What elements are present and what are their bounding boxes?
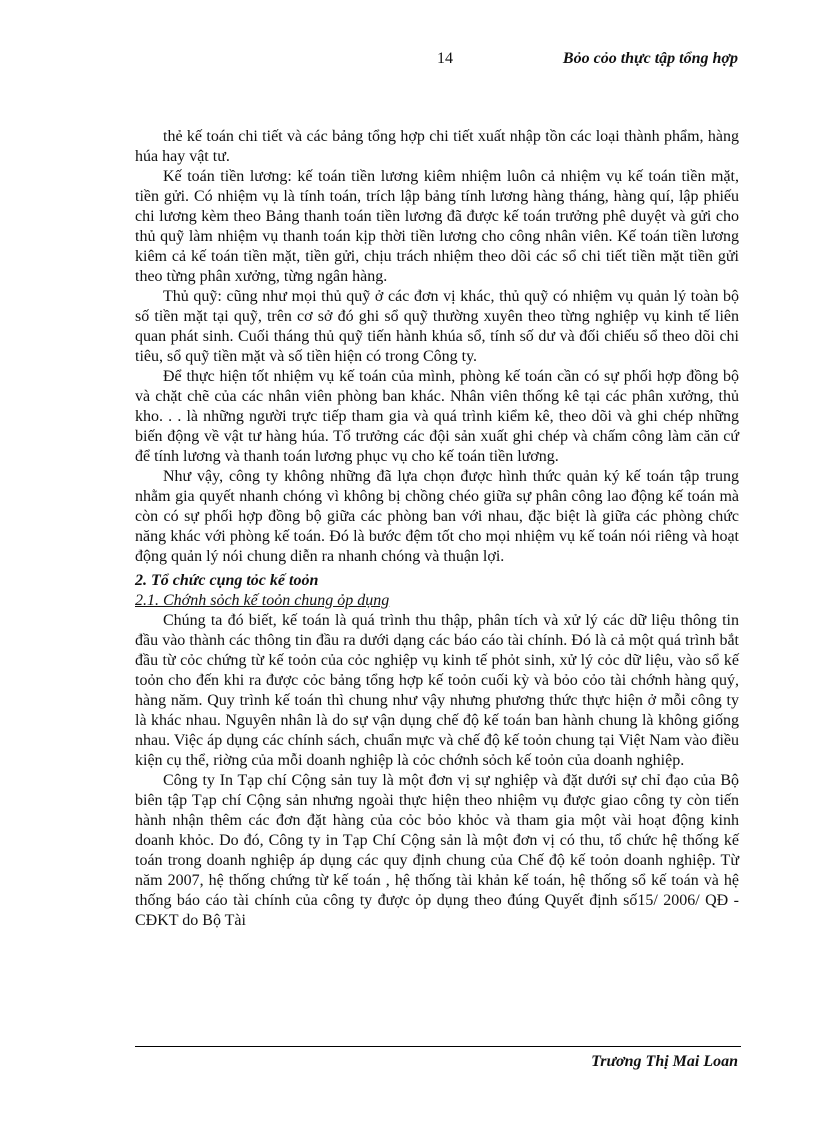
paragraph: Để thực hiện tốt nhiệm vụ kế toán của mình, phòng kế toán cần có sự phối hợp đồng bộ và chặt chẽ của các nhân viên phòng ban khác. Nhân viên thống kê tại các phân xưởng, thủ kho. . . là những người trực tiếp tham gia và quá trình kiểm kê, theo dõi và ghi chép những biến động về vật tư hàng húa. Tổ trưởng các đội sản xuất ghi chép và chấm công làm căn cứ để tính lương và thanh toán lương phục vụ cho kế toán tiền lương.: [135, 368, 739, 465]
paragraph: Chúng ta đó biết, kế toán là quá trình thu thập, phân tích và xử lý các dữ liệu thông tin đầu vào thành các thông tin đầu ra dưới dạng các báo cáo tài chính. Đó là cả một quá trình bắt đầu từ cỏc chứng từ kế toỏn của cỏc nghiệp vụ kinh tế phỏt sinh, xử lý cỏc dữ liệu, vào sổ kế toỏn cho đến khi ra được cỏc bảng tổng hợp kế toỏn cuối kỳ và bỏo cỏo tài chớnh hàng quý, hàng năm. Quy trình kế toán thì chung như vậy nhưng phương thức thực hiện ở mỗi công ty là khác nhau. Nguyên nhân là do sự vận dụng chế độ kế toán ban hành chung là không giống nhau. Việc áp dụng các chính sách, chuẩn mực và chế độ kế toỏn chung tại Việt Nam vào điều kiện cụ thể, riờng của mỗi doanh nghiệp là cỏc chớnh sỏch kế toỏn của doanh nghiệp.: [135, 612, 739, 769]
footer-divider: [135, 1046, 741, 1047]
paragraph: thẻ kế toán chi tiết và các bảng tổng hợp chi tiết xuất nhập tồn các loại thành phẩm, hàng húa hay vật tư.: [135, 128, 739, 165]
paragraph: Như vậy, công ty không những đã lựa chọn được hình thức quản ký kế toán tập trung nhằm gia quyết nhanh chóng vì không bị chồng chéo giữa sự phân công lao động kế toán mà còn có sự phối hợp đồng bộ giữa các phòng ban với nhau, đặc biệt là giữa các phòng chức năng khác với phòng kế toán. Đó là bước đệm tốt cho mọi nhiệm vụ kế toán nói riêng và hoạt động quản lý nói chung diễn ra nhanh chóng và thuận lợi.: [135, 468, 739, 565]
page-number: 14: [437, 50, 453, 67]
document-title: Bỏo cỏo thực tập tổng hợp: [562, 50, 738, 67]
paragraph: Thủ quỹ: cũng như mọi thủ quỹ ở các đơn vị khác, thủ quỹ có nhiệm vụ quản lý toàn bộ số tiền mặt tại quỹ, trên cơ sở đó ghi sổ quỹ thường xuyên theo từng nghiệp vụ kinh tế liên quan phát sinh. Cuối tháng thủ quỹ tiến hành khúa sổ, tính số dư và đối chiếu sổ theo dõi chi tiêu, sổ quỹ tiền mặt và số tiền hiện có trong Công ty.: [135, 288, 739, 365]
subsection-heading: 2.1. Chớnh sỏch kế toỏn chung ỏp dụng: [135, 592, 390, 609]
paragraph: Công ty In Tạp chí Cộng sản tuy là một đơn vị sự nghiệp và đặt dưới sự chỉ đạo của Bộ biên tập Tạp chí Cộng sản nhưng ngoài thực hiện theo nhiệm vụ được giao công ty còn tiến hành nhận thêm các đơn đặt hàng của cỏc bỏo khỏc và tham gia một vài hoạt động kinh doanh khỏc. Do đó, Công ty in Tạp Chí Cộng sản là một đơn vị có thu, tổ chức hệ thống kế toán trong doanh nghiệp áp dụng các quy định chung của Chế độ kế toỏn doanh nghiệp. Từ năm 2007, hệ thống chứng từ kế toán , hệ thống tài khản kế toán, hệ thống sổ kế toán và hệ thống báo cáo tài chính của công ty được ỏp dụng theo đúng Quyết định số15/ 2006/ QĐ - CĐKT do Bộ Tài: [135, 772, 739, 929]
body-text: [135, 127, 739, 931]
author-name: Trương Thị Mai Loan: [591, 1053, 738, 1070]
paragraph: Kế toán tiền lương: kế toán tiền lương kiêm nhiệm luôn cả nhiệm vụ kế toán tiền mặt, tiền gửi. Có nhiệm vụ là tính toán, trích lập bảng tính lương hàng tháng, hàng quí, lập phiếu chi lương kèm theo Bảng thanh toán tiền lương đã được kế toán trưởng phê duyệt và gửi cho thủ quỹ làm nhiệm vụ thanh toán kịp thời tiền lương cho công nhân viên. Kế toán tiền lương kiêm cả kế toán tiền mặt, tiền gửi, chịu trách nhiệm theo dõi các sổ chi tiết tiền mặt tiền gửi theo từng phân xưởng, từng ngân hàng.: [135, 168, 739, 285]
section-heading: 2. Tổ chức cụng tỏc kế toỏn: [135, 572, 319, 589]
